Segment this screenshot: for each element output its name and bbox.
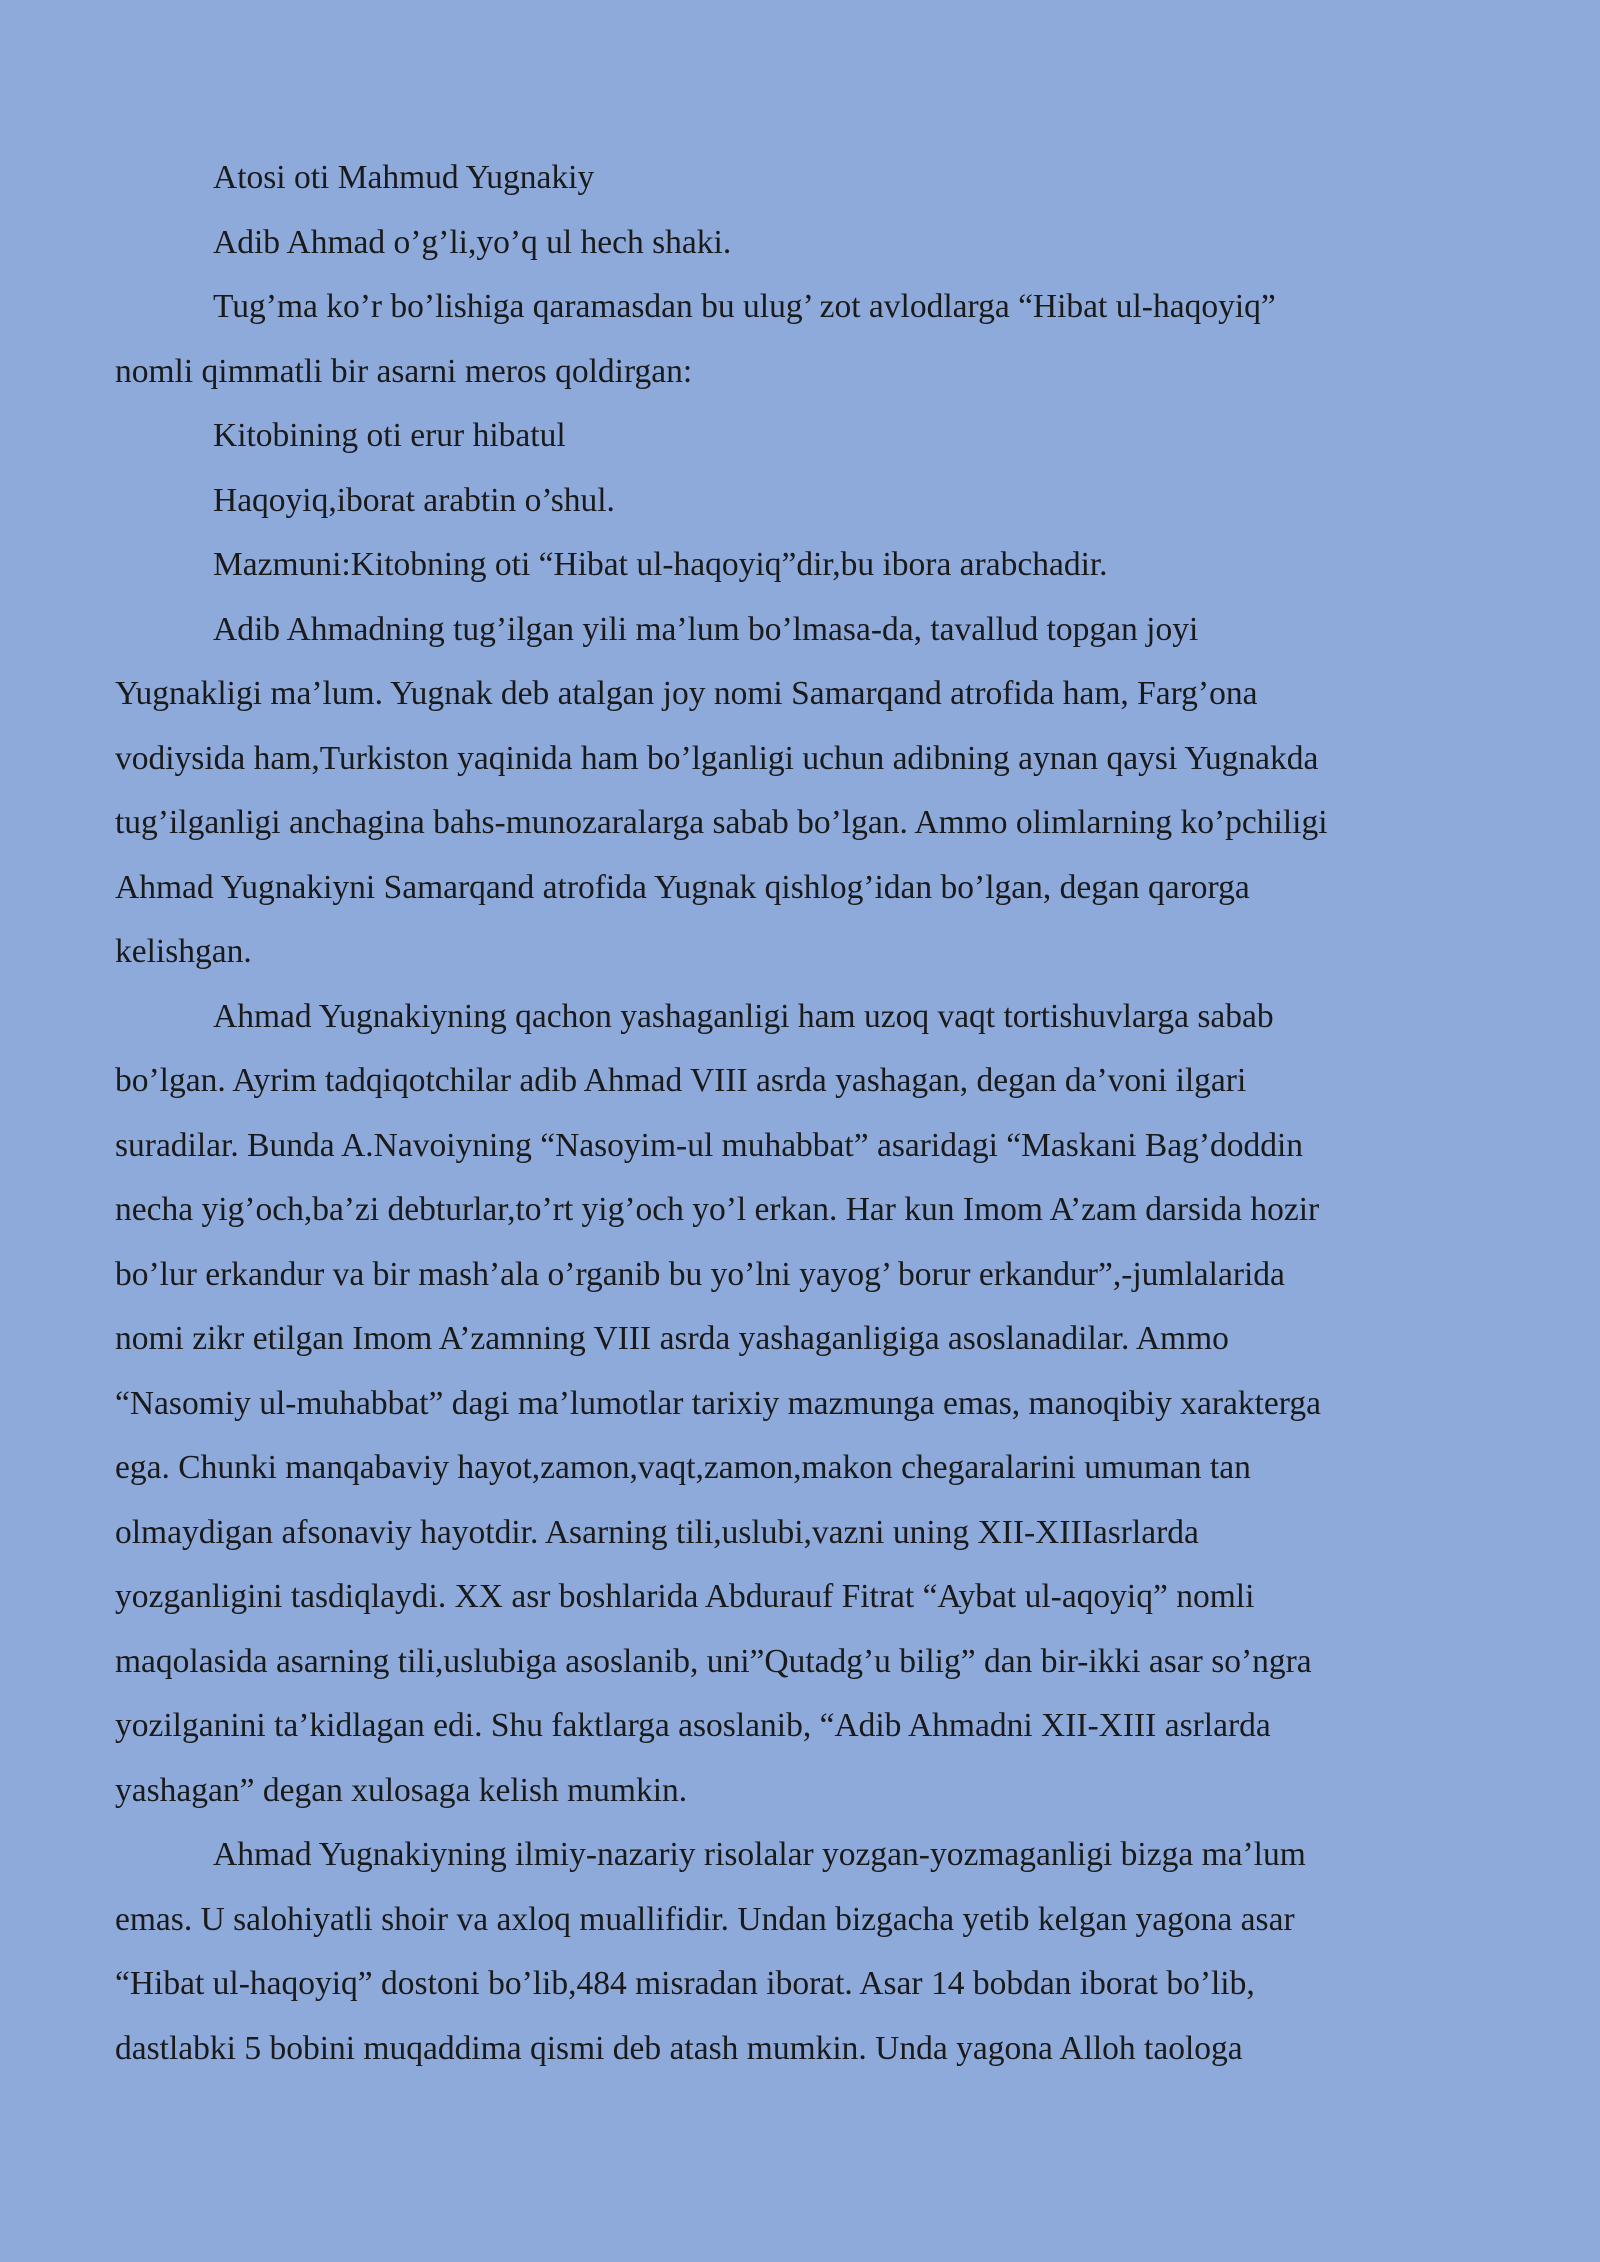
paragraph-9: Ahmad Yugnakiyning ilmiy-nazariy risolalar yozgan-yozmaganligi bizga ma’lum emas. U salohiyatli shoir va axloq muallifidir. Undan bizgacha yetib kelgan yagona asar “Hibat ul-haqoyiq” dostoni bo’lib,484 misradan iborat. Asar 14 bobdan iborat bo’lib, dastlabki 5 bobini muqaddima qismi deb atash mumkin. Unda yagona Alloh taologa <box>115 1836 1306 2067</box>
paragraph-4: Kitobining oti erur hibatul <box>213 417 566 454</box>
paragraph-3: Tug’ma ko’r bo’lishiga qaramasdan bu ulug’ zot avlodlarga “Hibat ul-haqoyiq” nomli qimmatli bir asarni meros qoldirgan: <box>115 288 1276 390</box>
paragraph-7: Adib Ahmadning tug’ilgan yili ma’lum bo’lmasa-da, tavallud topgan joyi Yugnakligi ma’lum. Yugnak deb atalgan joy nomi Samarqand atrofida ham, Farg’ona vodiysida ham,Turkiston yaqinida ham bo’lganligi uchun adibning aynan qaysi Yugnakda tug’ilganligi anchagina bahs-munozaralarga sabab bo’lgan. Ammo olimlarning ko’pchiligi Ahmad Yugnakiyni Samarqand atrofida Yugnak qishlog’idan bo’lgan, degan qarorga kelishgan. <box>115 610 1328 970</box>
paragraph-1: Atosi oti Mahmud Yugnakiy <box>213 159 595 196</box>
paragraph-2: Adib Ahmad o’g’li,yo’q ul hech shaki. <box>213 223 732 261</box>
paragraph-6: Mazmuni:Kitobning oti “Hibat ul-haqoyiq”dir,bu ibora arabchadir. <box>213 546 1108 583</box>
paragraph-8: Ahmad Yugnakiyning qachon yashaganligi ham uzoq vaqt tortishuvlarga sabab bo’lgan. Ayrim tadqiqotchilar adib Ahmad VIII asrda yashagan, degan da’voni ilgari suradilar. Bunda A.Navoiyning “Nasoyim-ul muhabbat” asaridagi “Maskani Bag’doddin necha yig’och,ba’zi debturlar,to’rt yig’och yo’l erkan. Har kun Imom A’zam darsida hozir bo’lur erkandur va bir mash’ala o’rganib bu yo’lni yayog’ borur erkandur”,-jumlalarida nomi zikr etilgan Imom A’zamning VIII asrda yashaganligiga asoslanadilar. Ammo “Nasomiy ul-muhabbat” dagi ma’lumotlar tarixiy mazmunga emas, manoqibiy xarakterga ega. Chunki manqabaviy hayot,zamon,vaqt,zamon,makon chegaralarini umuman tan olmaydigan afsonaviy hayotdir. Asarning tili,uslubi,vazni uning XII-XIIIasrlarda yozganligini tasdiqlaydi. XX asr boshlarida Abdurauf Fitrat “Aybat ul-aqoyiq” nomli maqolasida asarning tili,uslubiga asoslanib, uni”Qutadg’u bilig” dan bir-ikki asar so’ngra yozilganini ta’kidlagan edi. Shu faktlarga asoslanib, “Adib Ahmadni XII-XIII asrlarda yashagan” degan xulosaga kelish mumkin. <box>115 997 1321 1809</box>
paragraph-5: Haqoyiq,iborat arabtin o’shul. <box>213 481 615 519</box>
